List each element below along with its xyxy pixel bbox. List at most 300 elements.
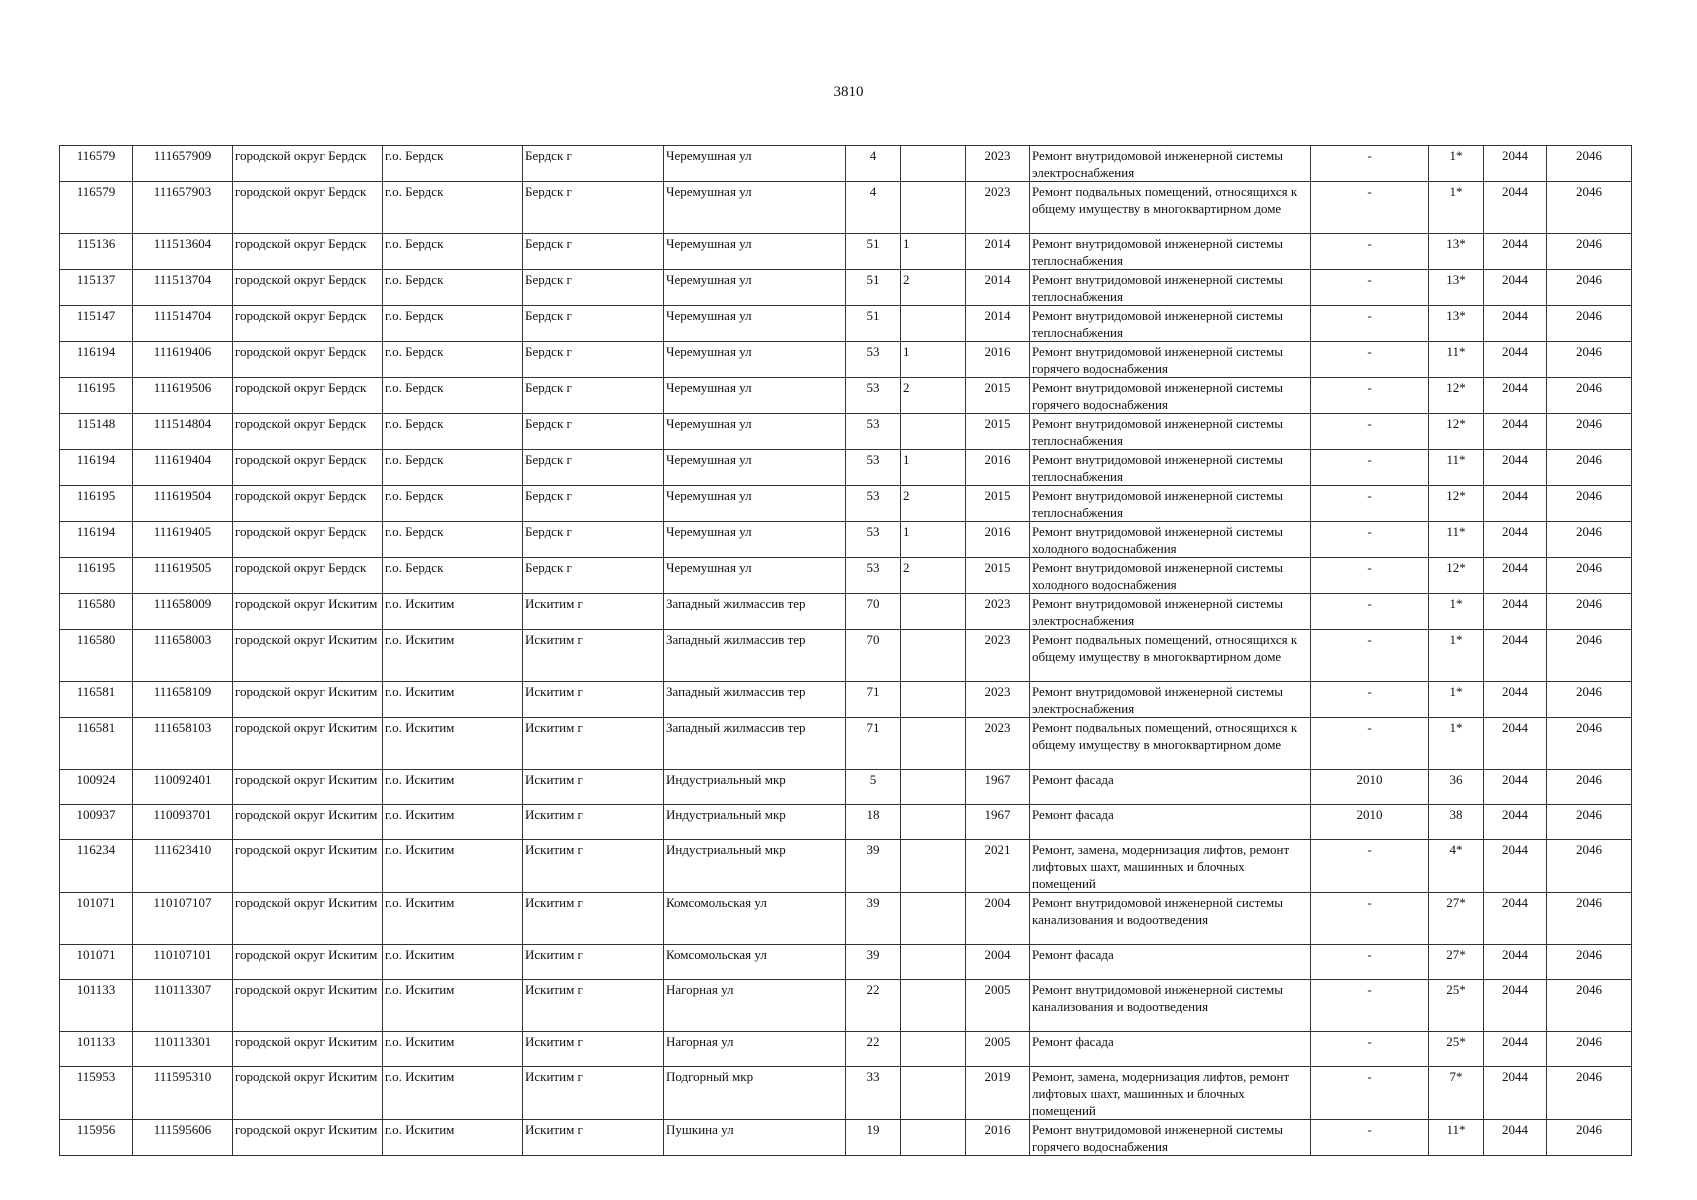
plan-start-cell: 2044 [1484,840,1547,893]
years-cell: 11* [1429,342,1484,378]
element-code-cell: 110107101 [133,945,233,980]
years-cell: 1* [1429,718,1484,770]
locality-cell: Искитим г [523,682,664,718]
building-cell [901,980,966,1032]
build-year-cell: 2023 [966,682,1030,718]
house-number-cell: 53 [846,414,901,450]
municipality-cell: городской округ Искитим [233,594,383,630]
last-repair-year-cell: - [1311,682,1429,718]
plan-start-cell: 2044 [1484,630,1547,682]
table-row [60,378,1632,414]
last-repair-year-cell: - [1311,234,1429,270]
house-number-cell: 51 [846,306,901,342]
street-cell: Черемушная ул [664,306,846,342]
work-type-cell: Ремонт внутридомовой инженерной системы канализования и водоотведения [1030,980,1311,1032]
plan-end-cell: 2046 [1547,682,1632,718]
years-cell: 11* [1429,522,1484,558]
build-year-cell: 2014 [966,234,1030,270]
element-code-cell: 111658103 [133,718,233,770]
record-id-cell: 101071 [60,893,133,945]
locality-cell: Бердск г [523,270,664,306]
work-type-cell: Ремонт внутридомовой инженерной системы теплоснабжения [1030,234,1311,270]
table-row [60,1067,1632,1120]
municipality-cell: городской округ Искитим [233,980,383,1032]
record-id-cell: 101133 [60,1032,133,1067]
plan-end-cell: 2046 [1547,840,1632,893]
locality-cell: Бердск г [523,522,664,558]
element-code-cell: 111658003 [133,630,233,682]
table-row [60,306,1632,342]
work-type-cell: Ремонт внутридомовой инженерной системы горячего водоснабжения [1030,342,1311,378]
locality-cell: Бердск г [523,306,664,342]
build-year-cell: 2016 [966,450,1030,486]
years-cell: 12* [1429,486,1484,522]
settlement-cell: г.о. Искитим [383,1032,523,1067]
locality-cell: Бердск г [523,182,664,234]
work-type-cell: Ремонт подвальных помещений, относящихся к общему имуществу в многоквартирном доме [1030,718,1311,770]
building-cell [901,945,966,980]
element-code-cell: 110107107 [133,893,233,945]
settlement-cell: г.о. Искитим [383,1067,523,1120]
house-number-cell: 19 [846,1120,901,1156]
table-row [60,234,1632,270]
record-id-cell: 116581 [60,718,133,770]
municipality-cell: городской округ Бердск [233,378,383,414]
municipality-cell: городской округ Бердск [233,486,383,522]
plan-start-cell: 2044 [1484,486,1547,522]
years-cell: 1* [1429,182,1484,234]
locality-cell: Искитим г [523,1120,664,1156]
last-repair-year-cell: - [1311,945,1429,980]
last-repair-year-cell: - [1311,146,1429,182]
work-type-cell: Ремонт внутридомовой инженерной системы теплоснабжения [1030,306,1311,342]
years-cell: 12* [1429,414,1484,450]
table-row [60,558,1632,594]
municipality-cell: городской округ Бердск [233,414,383,450]
street-cell: Индустриальный мкр [664,805,846,840]
last-repair-year-cell: - [1311,270,1429,306]
last-repair-year-cell: - [1311,306,1429,342]
plan-start-cell: 2044 [1484,450,1547,486]
municipality-cell: городской округ Искитим [233,718,383,770]
build-year-cell: 2023 [966,594,1030,630]
build-year-cell: 2023 [966,146,1030,182]
work-type-cell: Ремонт внутридомовой инженерной системы теплоснабжения [1030,486,1311,522]
build-year-cell: 2015 [966,558,1030,594]
last-repair-year-cell: - [1311,1067,1429,1120]
settlement-cell: г.о. Бердск [383,342,523,378]
plan-start-cell: 2044 [1484,558,1547,594]
work-type-cell: Ремонт внутридомовой инженерной системы электроснабжения [1030,594,1311,630]
element-code-cell: 111513604 [133,234,233,270]
element-code-cell: 111658109 [133,682,233,718]
municipality-cell: городской округ Искитим [233,770,383,805]
building-cell: 2 [901,558,966,594]
street-cell: Западный жилмассив тер [664,594,846,630]
municipality-cell: городской округ Искитим [233,840,383,893]
municipality-cell: городской округ Искитим [233,682,383,718]
locality-cell: Бердск г [523,558,664,594]
work-type-cell: Ремонт фасада [1030,805,1311,840]
municipality-cell: городской округ Бердск [233,270,383,306]
plan-end-cell: 2046 [1547,182,1632,234]
table-row [60,146,1632,182]
locality-cell: Искитим г [523,1032,664,1067]
locality-cell: Бердск г [523,486,664,522]
street-cell: Комсомольская ул [664,945,846,980]
plan-end-cell: 2046 [1547,522,1632,558]
table-row [60,682,1632,718]
municipality-cell: городской округ Бердск [233,450,383,486]
municipality-cell: городской округ Искитим [233,1120,383,1156]
build-year-cell: 1967 [966,770,1030,805]
plan-start-cell: 2044 [1484,945,1547,980]
record-id-cell: 100937 [60,805,133,840]
house-number-cell: 5 [846,770,901,805]
page-number: 3810 [833,84,864,100]
table-row [60,270,1632,306]
street-cell: Черемушная ул [664,558,846,594]
street-cell: Западный жилмассив тер [664,630,846,682]
build-year-cell: 2023 [966,718,1030,770]
building-cell [901,306,966,342]
settlement-cell: г.о. Бердск [383,270,523,306]
work-type-cell: Ремонт, замена, модернизация лифтов, ремонт лифтовых шахт, машинных и блочных помещений [1030,840,1311,893]
work-type-cell: Ремонт подвальных помещений, относящихся к общему имуществу в многоквартирном доме [1030,630,1311,682]
years-cell: 1* [1429,682,1484,718]
table-row [60,840,1632,893]
element-code-cell: 111595606 [133,1120,233,1156]
element-code-cell: 111595310 [133,1067,233,1120]
street-cell: Нагорная ул [664,980,846,1032]
settlement-cell: г.о. Бердск [383,414,523,450]
build-year-cell: 2021 [966,840,1030,893]
table-row [60,182,1632,234]
table-row [60,414,1632,450]
plan-end-cell: 2046 [1547,945,1632,980]
last-repair-year-cell: - [1311,522,1429,558]
element-code-cell: 111619504 [133,486,233,522]
plan-start-cell: 2044 [1484,146,1547,182]
last-repair-year-cell: - [1311,1032,1429,1067]
years-cell: 1* [1429,630,1484,682]
element-code-cell: 111657909 [133,146,233,182]
last-repair-year-cell: - [1311,1120,1429,1156]
record-id-cell: 116234 [60,840,133,893]
plan-end-cell: 2046 [1547,1067,1632,1120]
house-number-cell: 39 [846,893,901,945]
element-code-cell: 111514804 [133,414,233,450]
build-year-cell: 1967 [966,805,1030,840]
plan-end-cell: 2046 [1547,270,1632,306]
table-row [60,980,1632,1032]
settlement-cell: г.о. Бердск [383,486,523,522]
plan-start-cell: 2044 [1484,1032,1547,1067]
build-year-cell: 2004 [966,945,1030,980]
years-cell: 12* [1429,378,1484,414]
element-code-cell: 111657903 [133,182,233,234]
record-id-cell: 116194 [60,450,133,486]
build-year-cell: 2016 [966,522,1030,558]
plan-end-cell: 2046 [1547,234,1632,270]
record-id-cell: 115147 [60,306,133,342]
settlement-cell: г.о. Искитим [383,840,523,893]
work-type-cell: Ремонт фасада [1030,1032,1311,1067]
plan-end-cell: 2046 [1547,594,1632,630]
plan-start-cell: 2044 [1484,770,1547,805]
settlement-cell: г.о. Искитим [383,805,523,840]
street-cell: Пушкина ул [664,1120,846,1156]
element-code-cell: 111619506 [133,378,233,414]
plan-start-cell: 2044 [1484,522,1547,558]
years-cell: 25* [1429,1032,1484,1067]
street-cell: Черемушная ул [664,522,846,558]
last-repair-year-cell: - [1311,840,1429,893]
last-repair-year-cell: - [1311,182,1429,234]
plan-end-cell: 2046 [1547,718,1632,770]
years-cell: 13* [1429,270,1484,306]
work-type-cell: Ремонт фасада [1030,945,1311,980]
house-number-cell: 53 [846,342,901,378]
years-cell: 13* [1429,234,1484,270]
work-type-cell: Ремонт внутридомовой инженерной системы электроснабжения [1030,146,1311,182]
settlement-cell: г.о. Искитим [383,770,523,805]
street-cell: Черемушная ул [664,450,846,486]
house-number-cell: 71 [846,682,901,718]
municipality-cell: городской округ Бердск [233,306,383,342]
house-number-cell: 33 [846,1067,901,1120]
work-type-cell: Ремонт подвальных помещений, относящихся к общему имуществу в многоквартирном доме [1030,182,1311,234]
record-id-cell: 116195 [60,378,133,414]
last-repair-year-cell: - [1311,718,1429,770]
element-code-cell: 110092401 [133,770,233,805]
table-row [60,718,1632,770]
plan-end-cell: 2046 [1547,1120,1632,1156]
record-id-cell: 100924 [60,770,133,805]
street-cell: Черемушная ул [664,414,846,450]
work-type-cell: Ремонт внутридомовой инженерной системы теплоснабжения [1030,270,1311,306]
years-cell: 27* [1429,945,1484,980]
plan-start-cell: 2044 [1484,805,1547,840]
building-cell [901,682,966,718]
building-cell [901,770,966,805]
building-cell: 1 [901,450,966,486]
element-code-cell: 111658009 [133,594,233,630]
locality-cell: Искитим г [523,630,664,682]
last-repair-year-cell: - [1311,893,1429,945]
record-id-cell: 115136 [60,234,133,270]
municipality-cell: городской округ Искитим [233,630,383,682]
settlement-cell: г.о. Искитим [383,1120,523,1156]
years-cell: 12* [1429,558,1484,594]
street-cell: Западный жилмассив тер [664,718,846,770]
house-number-cell: 70 [846,630,901,682]
municipality-cell: городской округ Бердск [233,558,383,594]
element-code-cell: 111619405 [133,522,233,558]
build-year-cell: 2014 [966,270,1030,306]
table-row [60,342,1632,378]
street-cell: Черемушная ул [664,234,846,270]
plan-start-cell: 2044 [1484,718,1547,770]
record-id-cell: 101071 [60,945,133,980]
locality-cell: Искитим г [523,718,664,770]
record-id-cell: 115956 [60,1120,133,1156]
table-row [60,893,1632,945]
build-year-cell: 2015 [966,486,1030,522]
plan-start-cell: 2044 [1484,893,1547,945]
plan-start-cell: 2044 [1484,342,1547,378]
house-number-cell: 51 [846,270,901,306]
build-year-cell: 2019 [966,1067,1030,1120]
work-type-cell: Ремонт внутридомовой инженерной системы электроснабжения [1030,682,1311,718]
locality-cell: Искитим г [523,594,664,630]
building-cell: 2 [901,270,966,306]
house-number-cell: 71 [846,718,901,770]
settlement-cell: г.о. Искитим [383,594,523,630]
build-year-cell: 2014 [966,306,1030,342]
plan-end-cell: 2046 [1547,770,1632,805]
plan-start-cell: 2044 [1484,270,1547,306]
build-year-cell: 2004 [966,893,1030,945]
element-code-cell: 111514704 [133,306,233,342]
element-code-cell: 111513704 [133,270,233,306]
plan-start-cell: 2044 [1484,414,1547,450]
house-number-cell: 51 [846,234,901,270]
locality-cell: Бердск г [523,378,664,414]
table-row [60,630,1632,682]
house-number-cell: 18 [846,805,901,840]
settlement-cell: г.о. Бердск [383,450,523,486]
build-year-cell: 2023 [966,630,1030,682]
last-repair-year-cell: - [1311,558,1429,594]
table-row [60,770,1632,805]
building-cell [901,594,966,630]
record-id-cell: 116579 [60,182,133,234]
table-row [60,1032,1632,1067]
years-cell: 11* [1429,1120,1484,1156]
municipality-cell: городской округ Бердск [233,522,383,558]
last-repair-year-cell: - [1311,980,1429,1032]
table-row [60,594,1632,630]
plan-start-cell: 2044 [1484,378,1547,414]
work-type-cell: Ремонт внутридомовой инженерной системы канализования и водоотведения [1030,893,1311,945]
plan-end-cell: 2046 [1547,893,1632,945]
street-cell: Западный жилмассив тер [664,682,846,718]
house-number-cell: 53 [846,558,901,594]
street-cell: Комсомольская ул [664,893,846,945]
record-id-cell: 116579 [60,146,133,182]
locality-cell: Искитим г [523,1067,664,1120]
last-repair-year-cell: - [1311,342,1429,378]
element-code-cell: 111619404 [133,450,233,486]
settlement-cell: г.о. Бердск [383,306,523,342]
building-cell [901,1067,966,1120]
work-type-cell: Ремонт внутридомовой инженерной системы горячего водоснабжения [1030,1120,1311,1156]
plan-start-cell: 2044 [1484,234,1547,270]
house-number-cell: 22 [846,980,901,1032]
plan-end-cell: 2046 [1547,558,1632,594]
building-cell: 1 [901,234,966,270]
municipality-cell: городской округ Искитим [233,805,383,840]
settlement-cell: г.о. Искитим [383,630,523,682]
element-code-cell: 111623410 [133,840,233,893]
plan-end-cell: 2046 [1547,306,1632,342]
build-year-cell: 2005 [966,980,1030,1032]
years-cell: 1* [1429,594,1484,630]
building-cell [901,840,966,893]
municipality-cell: городской округ Искитим [233,1032,383,1067]
record-id-cell: 116194 [60,522,133,558]
building-cell [901,718,966,770]
record-id-cell: 116581 [60,682,133,718]
settlement-cell: г.о. Бердск [383,378,523,414]
work-type-cell: Ремонт внутридомовой инженерной системы горячего водоснабжения [1030,378,1311,414]
plan-end-cell: 2046 [1547,342,1632,378]
municipality-cell: городской округ Искитим [233,945,383,980]
table-row [60,486,1632,522]
settlement-cell: г.о. Искитим [383,718,523,770]
municipality-cell: городской округ Бердск [233,234,383,270]
locality-cell: Искитим г [523,980,664,1032]
settlement-cell: г.о. Бердск [383,182,523,234]
build-year-cell: 2015 [966,414,1030,450]
locality-cell: Бердск г [523,234,664,270]
record-id-cell: 116195 [60,558,133,594]
years-cell: 25* [1429,980,1484,1032]
plan-end-cell: 2046 [1547,630,1632,682]
work-type-cell: Ремонт фасада [1030,770,1311,805]
house-number-cell: 53 [846,522,901,558]
table-row [60,945,1632,980]
plan-end-cell: 2046 [1547,414,1632,450]
municipality-cell: городской округ Бердск [233,146,383,182]
building-cell [901,146,966,182]
table-row [60,805,1632,840]
last-repair-year-cell: - [1311,594,1429,630]
settlement-cell: г.о. Искитим [383,945,523,980]
street-cell: Черемушная ул [664,342,846,378]
street-cell: Черемушная ул [664,146,846,182]
municipality-cell: городской округ Искитим [233,893,383,945]
last-repair-year-cell: - [1311,450,1429,486]
build-year-cell: 2016 [966,342,1030,378]
street-cell: Черемушная ул [664,378,846,414]
settlement-cell: г.о. Бердск [383,234,523,270]
record-id-cell: 115148 [60,414,133,450]
street-cell: Черемушная ул [664,182,846,234]
street-cell: Индустриальный мкр [664,840,846,893]
record-id-cell: 116580 [60,630,133,682]
municipality-cell: городской округ Искитим [233,1067,383,1120]
house-number-cell: 4 [846,146,901,182]
table-row [60,450,1632,486]
plan-end-cell: 2046 [1547,450,1632,486]
street-cell: Подгорный мкр [664,1067,846,1120]
table-row [60,522,1632,558]
plan-start-cell: 2044 [1484,1067,1547,1120]
building-cell [901,1032,966,1067]
street-cell: Черемушная ул [664,486,846,522]
plan-start-cell: 2044 [1484,980,1547,1032]
locality-cell: Бердск г [523,450,664,486]
build-year-cell: 2005 [966,1032,1030,1067]
last-repair-year-cell: - [1311,630,1429,682]
settlement-cell: г.о. Искитим [383,980,523,1032]
record-id-cell: 115953 [60,1067,133,1120]
element-code-cell: 111619505 [133,558,233,594]
years-cell: 11* [1429,450,1484,486]
locality-cell: Искитим г [523,805,664,840]
